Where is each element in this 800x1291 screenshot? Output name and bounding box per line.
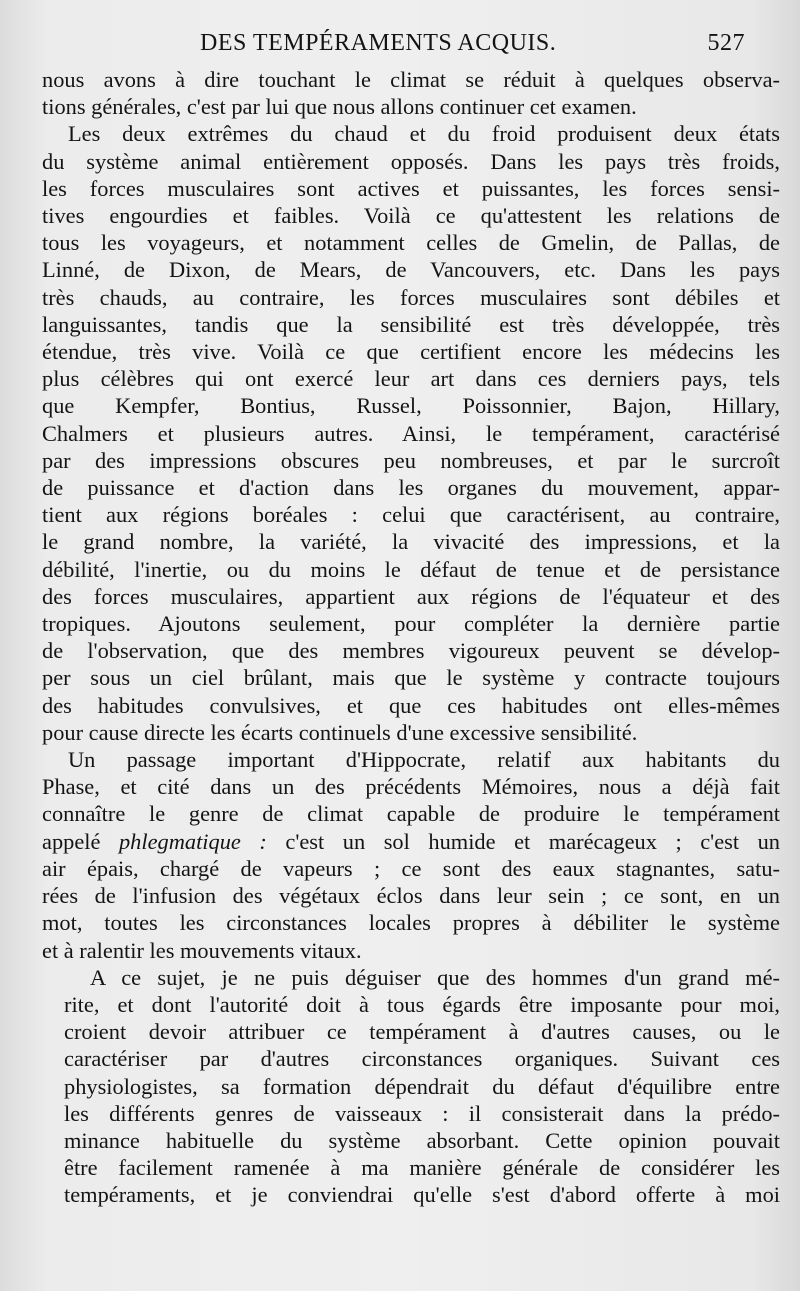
text-line: le grand nombre, la variété, la vivacité des impressions, et la (42, 529, 780, 555)
text-line: de puissance et d'action dans les organes du mouvement, appar- (42, 475, 780, 501)
text-line: A ce sujet, je ne puis déguiser que des hommes d'un grand mé- (90, 964, 780, 990)
text-line: rées de l'infusion des végétaux éclos dans leur sein ; ce sont, en un (42, 883, 780, 909)
text-line: Linné, de Dixon, de Mears, de Vancouvers, etc. Dans les pays (42, 257, 780, 283)
paragraph (42, 120, 780, 746)
text-line: tions générales, c'est par lui que nous allons continuer cet examen. (42, 94, 637, 120)
running-header (200, 30, 745, 64)
text-line: très chauds, au contraire, les forces musculaires sont débiles et (42, 284, 780, 310)
text-line: les différents genres de vaisseaux : il consisterait dans la prédo- (64, 1100, 780, 1126)
text-line: de l'observation, que des membres vigoureux peuvent se dévelop- (42, 638, 780, 664)
text-line: languissantes, tandis que la sensibilité est très développée, très (42, 311, 780, 337)
text-line: étendue, très vive. Voilà ce que certifient encore les médecins les (42, 339, 780, 365)
text-line: par des impressions obscures peu nombreuses, et par le surcroît (42, 447, 780, 473)
running-title: DES TEMPÉRAMENTS ACQUIS. (200, 30, 557, 56)
text-line: tropiques. Ajoutons seulement, pour compléter la dernière partie (42, 611, 780, 637)
italic-term: phlegmatique : (118, 828, 267, 854)
text-line: Un passage important d'Hippocrate, relatif aux habitants du (68, 747, 780, 773)
text-line: débilité, l'inertie, ou du moins le défaut de tenue et de persistance (42, 556, 780, 582)
text-line: tives engourdies et faibles. Voilà ce qu'attestent les relations de (42, 203, 780, 229)
text-line: tient aux régions boréales : celui que caractérisent, au contraire, (42, 502, 780, 528)
text-line: des forces musculaires, appartient aux régions de l'équateur et des (42, 583, 780, 609)
text-line: physiologistes, sa formation dépendrait du défaut d'équilibre entre (64, 1073, 780, 1099)
text-line: pour cause directe les écarts continuels d'une excessive sensibilité. (42, 719, 638, 745)
paragraph (42, 964, 780, 1209)
paragraph (42, 746, 780, 964)
text-line: connaître le genre de climat capable de produire le tempérament (42, 801, 780, 827)
text-line: Les deux extrêmes du chaud et du froid produisent deux états (68, 121, 780, 147)
text-line: air épais, chargé de vapeurs ; ce sont des eaux stagnantes, satu- (42, 855, 780, 881)
page-number: 527 (707, 30, 745, 56)
text-line: les forces musculaires sont actives et puissantes, les forces sensi- (42, 175, 780, 201)
text-line: mot, toutes les circonstances locales propres à débiliter le système (42, 910, 780, 936)
text-line: nous avons à dire touchant le climat se réduit à quelques observa- (42, 67, 780, 92)
paragraph (42, 66, 780, 120)
text-line: tous les voyageurs, et notamment celles de Gmelin, de Pallas, de (42, 230, 780, 256)
text-line: croient devoir attribuer ce tempérament à d'autres causes, ou le (64, 1019, 780, 1045)
text-line: que Kempfer, Bontius, Russel, Poissonnier, Bajon, Hillary, (42, 393, 780, 419)
text-line: des habitudes convulsives, et que ces habitudes ont elles-mêmes (42, 692, 780, 718)
text-line: plus célèbres qui ont exercé leur art dans ces derniers pays, tels (42, 366, 780, 392)
text-line italic-line: appelé phlegmatique : c'est un sol humide et marécageux ; c'est un (42, 828, 781, 854)
text-line: être facilement ramenée à ma manière générale de considérer les (64, 1155, 780, 1181)
text-line: per sous un ciel brûlant, mais que le système y contracte toujours (42, 665, 780, 691)
text-line: minance habituelle du système absorbant. Cette opinion pouvait (64, 1127, 780, 1153)
text-line: et à ralentir les mouvements vitaux. (42, 937, 362, 963)
text-line: rite, et dont l'autorité doit à tous égards être imposante pour moi, (64, 991, 780, 1017)
text-line: tempéraments, et je conviendrai qu'elle s'est d'abord offerte à moi (64, 1182, 780, 1208)
text-line: Chalmers et plusieurs autres. Ainsi, le tempérament, caractérisé (42, 420, 780, 446)
text-line: caractériser par d'autres circonstances organiques. Suivant ces (64, 1046, 780, 1072)
body-text (42, 66, 780, 1209)
text-line: du système animal entièrement opposés. Dans les pays très froids, (42, 148, 780, 174)
text-line: Phase, et cité dans un des précédents Mémoires, nous a déjà fait (42, 774, 780, 800)
